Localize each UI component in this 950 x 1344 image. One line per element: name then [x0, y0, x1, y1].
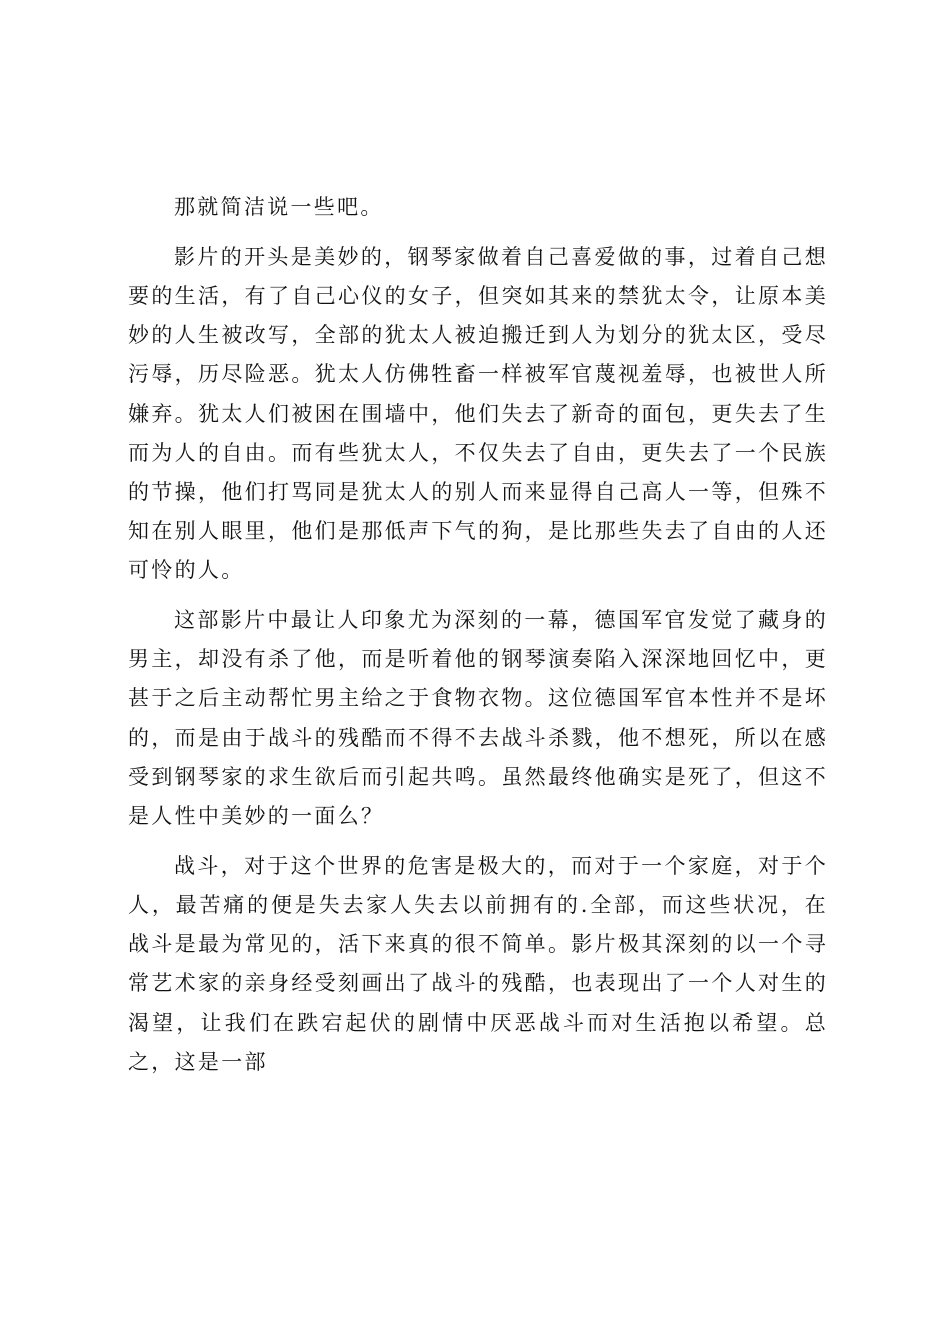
paragraph-4: 战斗，对于这个世界的危害是极大的，而对于一个家庭，对于个人，最苦痛的便是失去家人失去以前拥有的.全部，而这些状况，在战斗是最为常见的，活下来真的很不简单。影片极其深刻的以一个寻常艺术家的亲身经受刻画出了战斗的残酷，也表现出了一个人对生的渴望，让我们在跌宕起伏的剧情中厌恶战斗而对生活抱以希望。总之，这是一部 — [128, 853, 828, 1074]
paragraph-2: 影片的开头是美妙的，钢琴家做着自己喜爱做的事，过着自己想要的生活，有了自己心仪的女子，但突如其来的禁犹太令，让原本美妙的人生被改写，全部的犹太人被迫搬迁到人为划分的犹太区，受尽污辱，历尽险恶。犹太人仿佛牲畜一样被军官蔑视羞辱，也被世人所嫌弃。犹太人们被困在围墙中，他们失去了新奇的面包，更失去了生而为人的自由。而有些犹太人，不仅失去了自由，更失去了一个民族的节操，他们打骂同是犹太人的别人而来显得自己高人一等，但殊不知在别人眼里，他们是那低声下气的狗，是比那些失去了自由的人还可怜的人。 — [128, 244, 828, 583]
paragraph-3: 这部影片中最让人印象尤为深刻的一幕，德国军官发觉了藏身的男主，却没有杀了他，而是听着他的钢琴演奏陷入深深地回忆中，更甚于之后主动帮忙男主给之于食物衣物。这位德国军官本性并不是坏的，而是由于战斗的残酷而不得不去战斗杀戮，他不想死，所以在感受到钢琴家的求生欲后而引起共鸣。虽然最终他确实是死了，但这不是人性中美妙的一面么？ — [128, 608, 828, 829]
paragraph-1: 那就简洁说一些吧。 — [174, 195, 384, 219]
document-body — [128, 188, 828, 1082]
